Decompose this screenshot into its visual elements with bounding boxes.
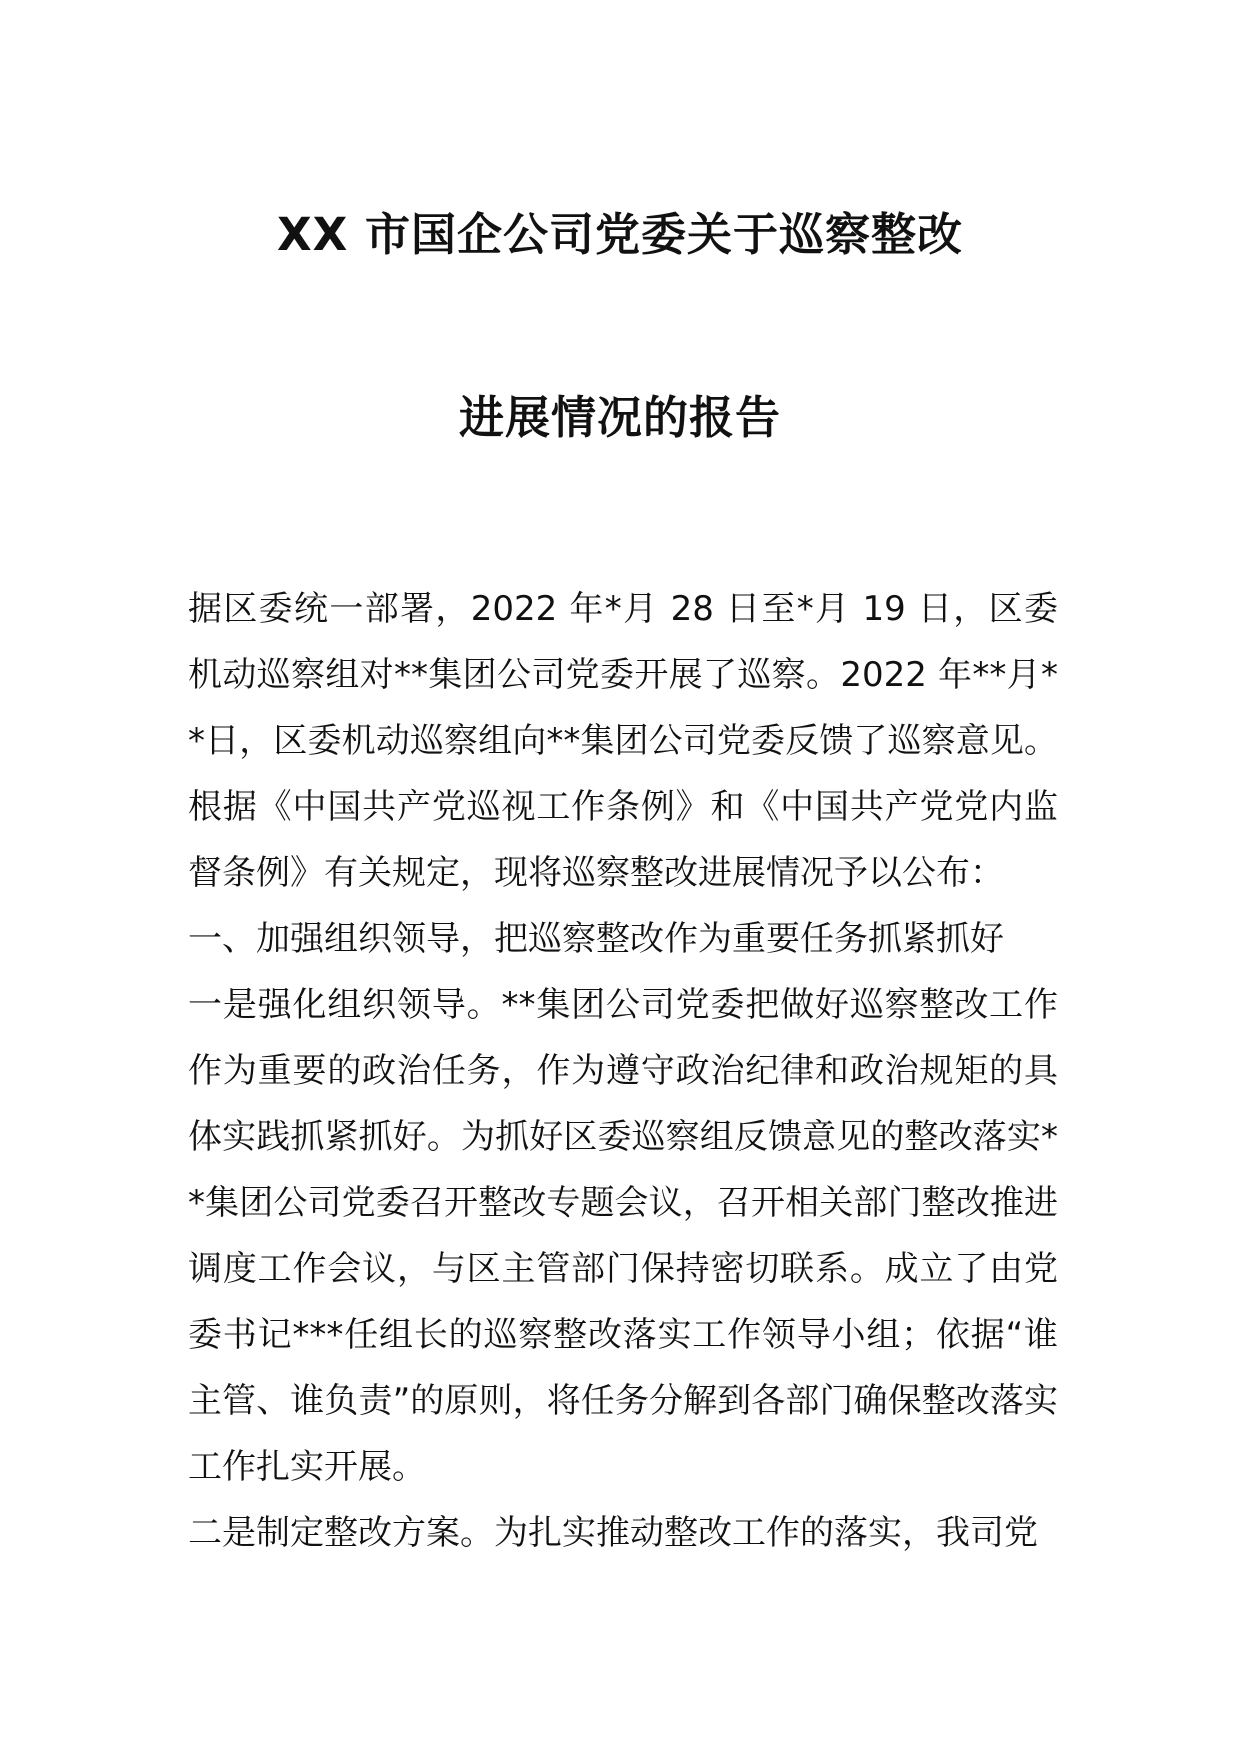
section-heading-1: 一、加强组织领导，把巡察整改作为重要任务抓紧抓好 [188, 919, 1004, 959]
document-title-line-1: XX 市国企公司党委关于巡察整改 [276, 208, 964, 261]
paragraph-organization-leadership: 一是强化组织领导。**集团公司党委把做好巡察整改工作作为重要的政治任务，作为遵守政治纪律和政治规矩的具体实践抓紧抓好。为抓好区委巡察组反馈意见的整改落实**集团公司党委召开整改专题会议，召开相关部门整改推进调度工作会议，与区主管部门保持密切联系。成立了由党委书记***任组长的巡察整改落实工作领导小组；依据“谁主管、谁负责”的原则，将任务分解到各部门确保整改落实工作扎实开展。 [188, 985, 1058, 1487]
paragraph-rectification-plan: 二是制定整改方案。为扎实推动整改工作的落实，我司党 [188, 1513, 1038, 1553]
document-title-line-2: 进展情况的报告 [458, 391, 781, 444]
document-body [188, 576, 1058, 1566]
paragraph-intro: 据区委统一部署，2022 年*月 28 日至*月 19 日，区委机动巡察组对**集团公司党委开展了巡察。2022 年**月**日，区委机动巡察组向**集团公司党委反馈了巡察意见。根据《中国共产党巡视工作条例》和《中国共产党党内监督条例》有关规定，现将巡察整改进展情况予以公布： [188, 589, 1058, 893]
